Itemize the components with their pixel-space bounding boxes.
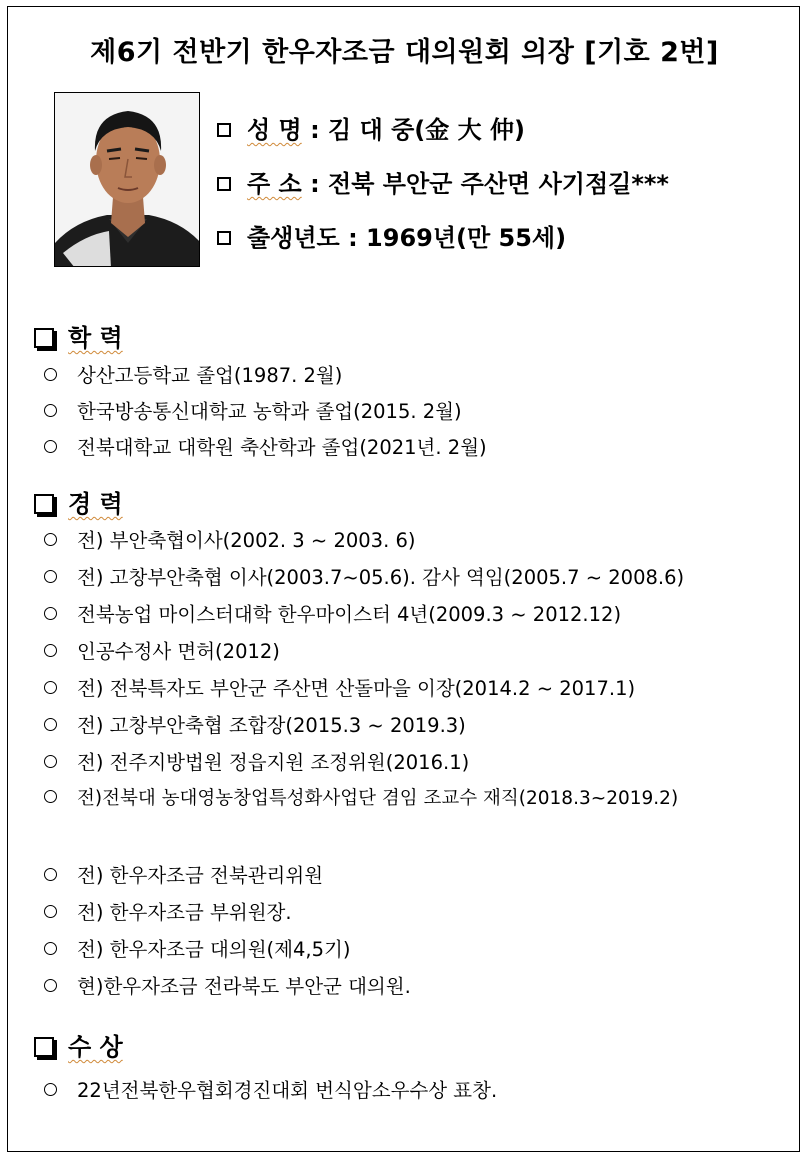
education-heading <box>34 318 123 353</box>
circle-bullet-icon <box>44 607 57 620</box>
list-item-text: 전) 전북특자도 부안군 주산면 산돌마을 이장(2014.2 ~ 2017.1) <box>77 677 636 700</box>
circle-bullet-icon <box>44 644 57 657</box>
circle-bullet-icon <box>44 570 57 583</box>
list-item-text: 전) 고창부안축협 이사(2003.7~05.6). 감사 역임(2005.7 ~ 2008.6) <box>77 566 685 589</box>
page-title: 제6기 전반기 한우자조금 대의원회 의장 [기호 2번] <box>90 37 719 68</box>
awards-heading <box>34 1027 123 1062</box>
birth-value: 출생년도 : 1969년(만 55세) <box>247 224 567 252</box>
list-item-text: 22년전북한우협회경진대회 번식암소우수상 표창. <box>77 1079 498 1102</box>
circle-bullet-icon <box>44 1083 57 1096</box>
list-item-text: 전) 한우자조금 전북관리위원 <box>77 864 324 887</box>
birth-row <box>217 218 566 253</box>
list-item <box>44 897 292 925</box>
list-item-text: 전) 고창부안축협 조합장(2015.3 ~ 2019.3) <box>77 714 466 737</box>
list-item-text: 전북농업 마이스터대학 한우마이스터 4년(2009.3 ~ 2012.12) <box>77 603 622 626</box>
list-item-text: 전)전북대 농대영농창업특성화사업단 겸임 조교수 재직(2018.3~2019.2) <box>77 788 679 809</box>
list-item <box>44 599 621 627</box>
circle-bullet-icon <box>44 404 57 417</box>
list-item-text: 전) 한우자조금 대의원(제4,5기) <box>77 938 351 961</box>
checkbox-square-icon <box>217 123 231 137</box>
list-item <box>44 432 487 460</box>
section-square-icon <box>34 494 54 514</box>
list-item <box>44 934 350 962</box>
list-item-text: 한국방송통신대학교 농학과 졸업(2015. 2월) <box>77 400 462 423</box>
checkbox-square-icon <box>217 231 231 245</box>
list-item <box>44 562 684 590</box>
name-row <box>217 110 525 145</box>
list-item <box>44 784 678 810</box>
name-label: 성 명 <box>247 116 302 144</box>
list-item-text: 현)한우자조금 전라북도 부안군 대의원. <box>77 975 411 998</box>
list-item <box>44 360 342 388</box>
circle-bullet-icon <box>44 681 57 694</box>
list-item <box>44 525 415 553</box>
address-row <box>217 164 669 199</box>
circle-bullet-icon <box>44 718 57 731</box>
section-square-icon <box>34 328 54 348</box>
list-item-text: 전북대학교 대학원 축산학과 졸업(2021년. 2월) <box>77 436 487 459</box>
list-item <box>44 747 469 775</box>
name-value: : 김 대 중(金 大 仲) <box>310 116 525 144</box>
list-item-text: 전) 전주지방법원 정읍지원 조정위원(2016.1) <box>77 751 470 774</box>
list-item <box>44 396 462 424</box>
career-heading <box>34 484 123 519</box>
list-item <box>44 1075 497 1103</box>
list-item-text: 상산고등학교 졸업(1987. 2월) <box>77 364 343 387</box>
circle-bullet-icon <box>44 868 57 881</box>
list-item <box>44 860 323 888</box>
section-square-icon <box>34 1037 54 1057</box>
list-item-text: 전) 한우자조금 부위원장. <box>77 901 292 924</box>
awards-heading-text: 수 상 <box>68 1033 123 1061</box>
address-value: : 전북 부안군 주산면 사기점길*** <box>310 170 669 198</box>
education-heading-text: 학 력 <box>68 324 123 352</box>
list-item-text: 인공수정사 면허(2012) <box>77 640 280 663</box>
circle-bullet-icon <box>44 942 57 955</box>
circle-bullet-icon <box>44 440 57 453</box>
circle-bullet-icon <box>44 979 57 992</box>
circle-bullet-icon <box>44 533 57 546</box>
address-label: 주 소 <box>247 170 302 198</box>
circle-bullet-icon <box>44 755 57 768</box>
profile-photo <box>54 92 200 267</box>
checkbox-square-icon <box>217 177 231 191</box>
career-heading-text: 경 력 <box>68 490 123 518</box>
list-item <box>44 673 635 701</box>
circle-bullet-icon <box>44 368 57 381</box>
circle-bullet-icon <box>44 790 57 803</box>
circle-bullet-icon <box>44 905 57 918</box>
list-item <box>44 971 411 999</box>
list-item <box>44 636 280 664</box>
list-item-text: 전) 부안축협이사(2002. 3 ~ 2003. 6) <box>77 529 416 552</box>
list-item <box>44 710 466 738</box>
